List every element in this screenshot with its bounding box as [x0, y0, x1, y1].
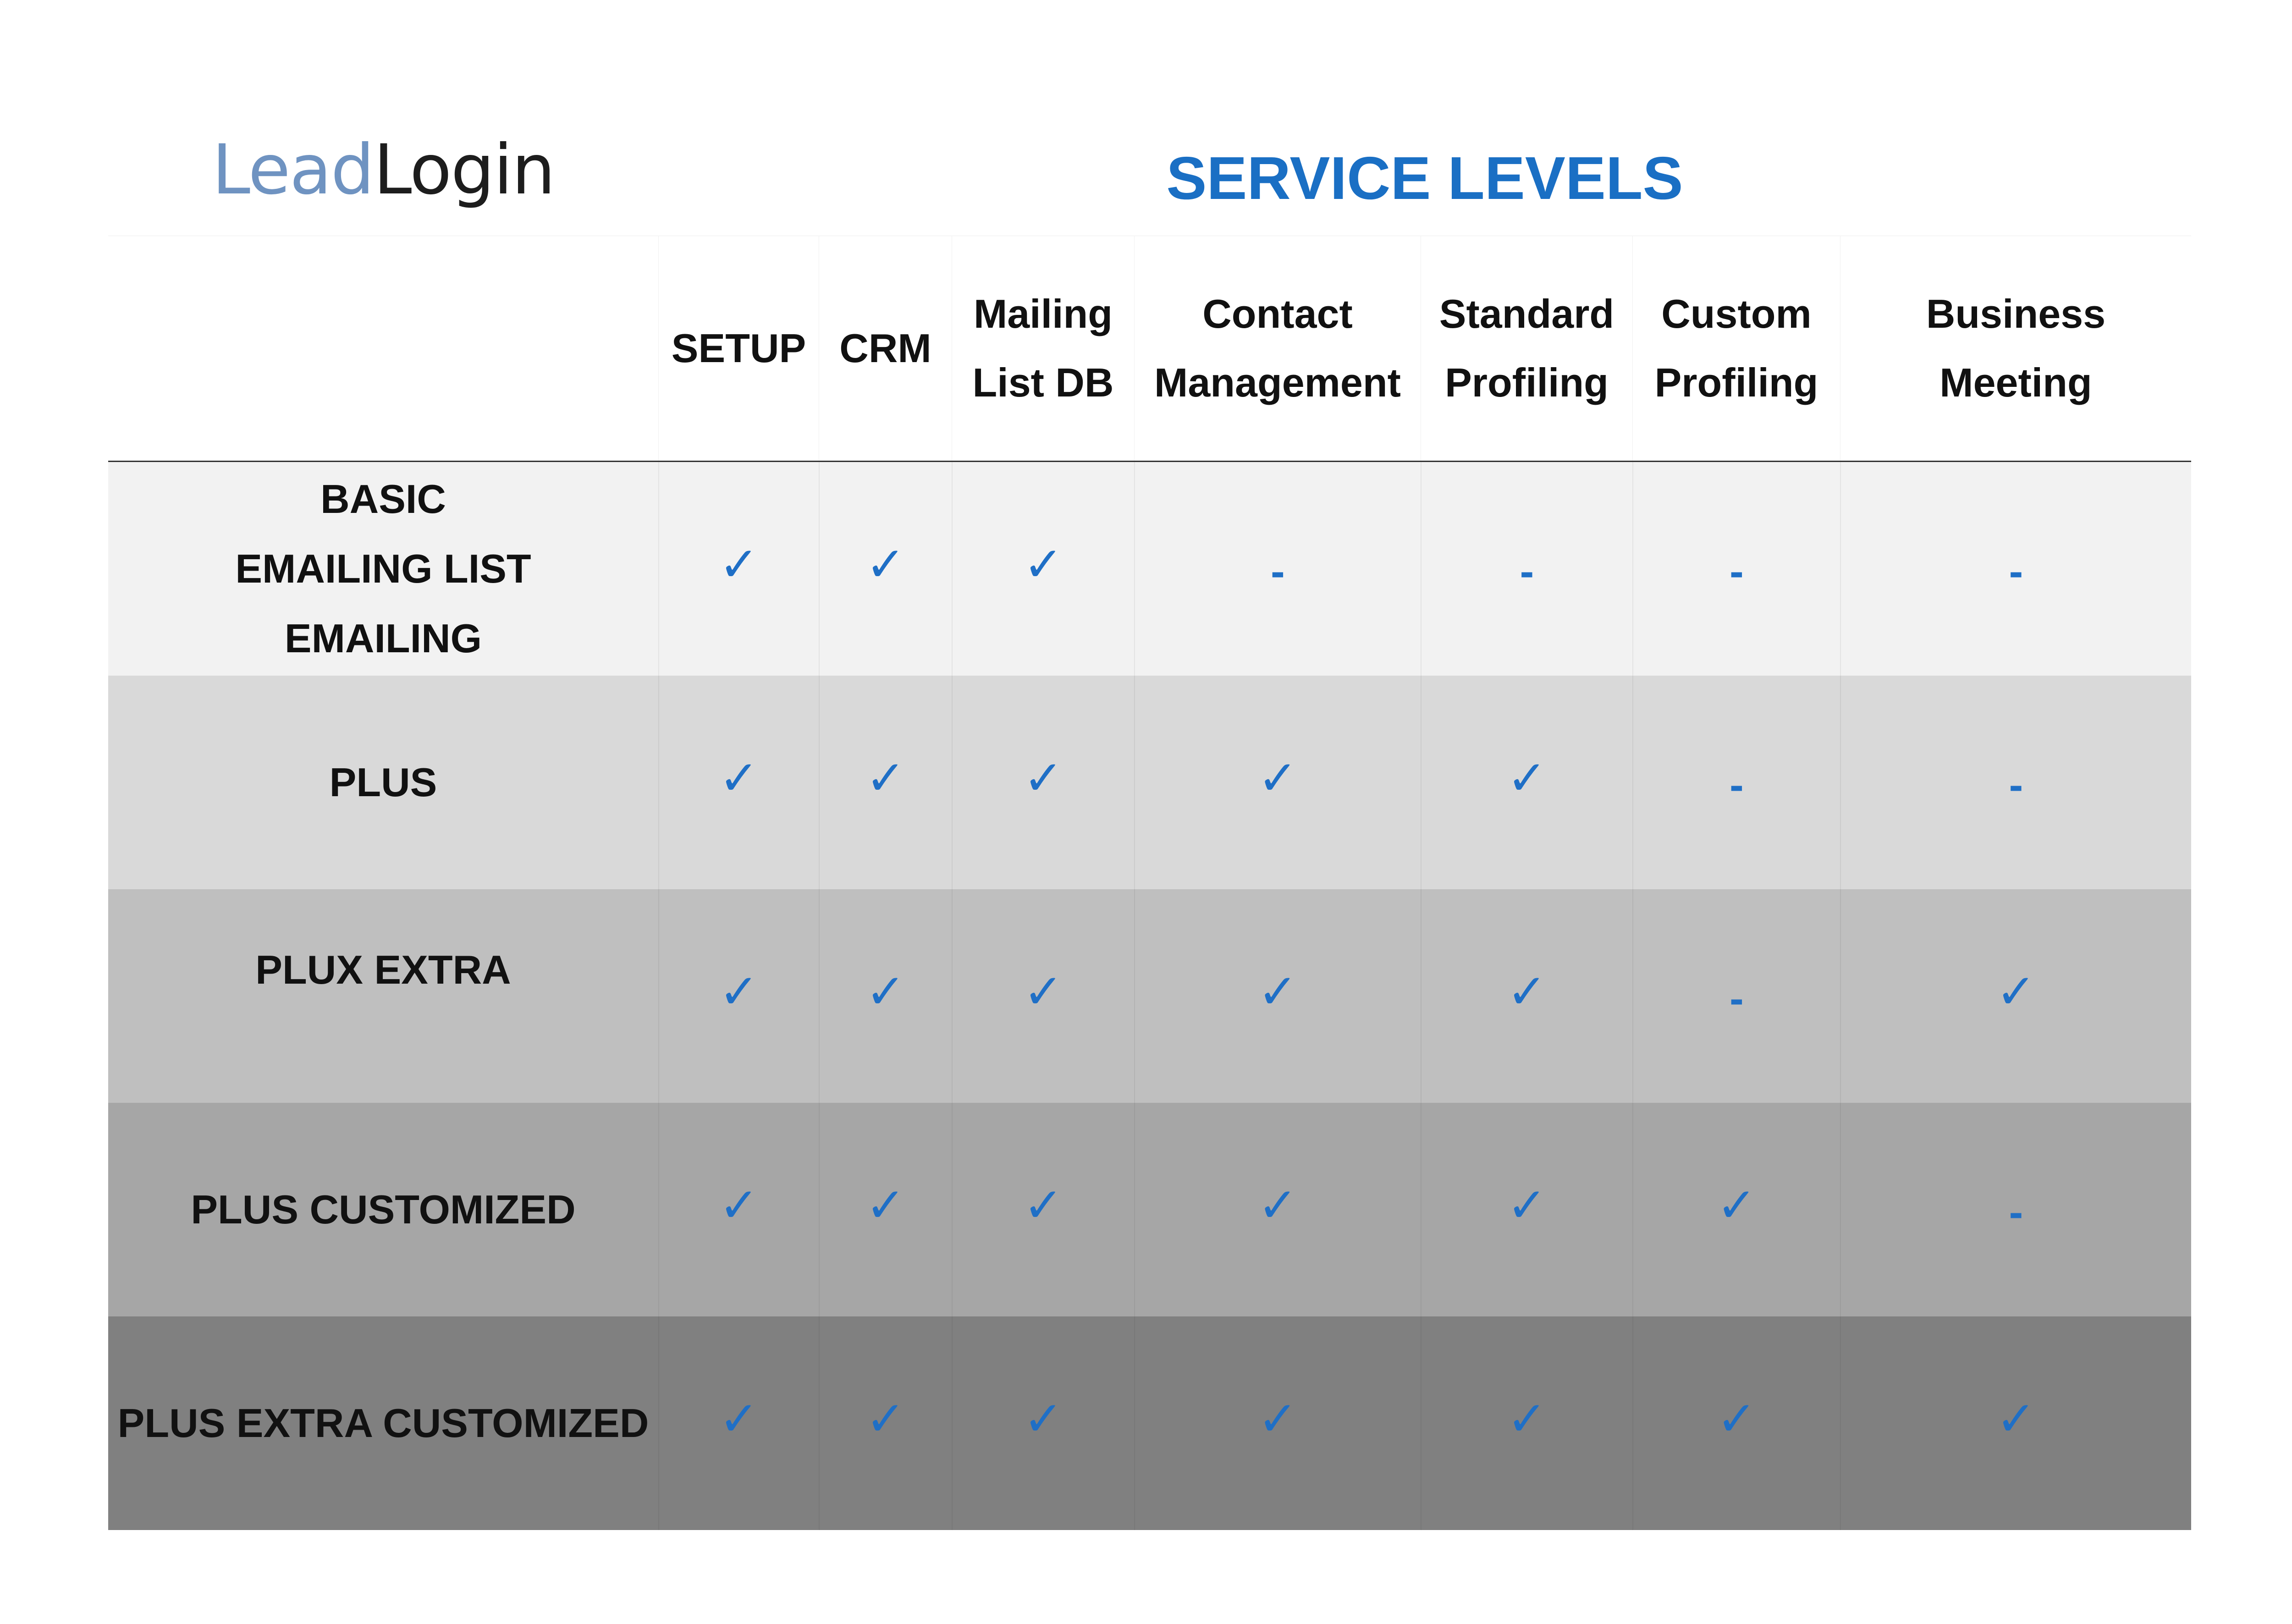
- logo-login-text: Login: [373, 130, 555, 210]
- leadlogin-logo: [108, 111, 658, 236]
- table-cell: [819, 889, 952, 1103]
- status-mark: ✓: [719, 752, 759, 805]
- status-mark: ✓: [1716, 1179, 1757, 1232]
- table-cell: [1421, 462, 1632, 676]
- status-mark: ✓: [1716, 1393, 1757, 1446]
- status-mark: ✓: [1257, 965, 1298, 1018]
- table-cell: [1840, 889, 2191, 1103]
- status-mark: ✓: [865, 752, 906, 805]
- status-mark: -: [1271, 548, 1285, 595]
- status-mark: ✓: [1507, 1393, 1547, 1446]
- table-cell: [952, 889, 1134, 1103]
- status-mark: ✓: [1507, 1179, 1547, 1232]
- table-cell: [952, 462, 1134, 676]
- row-label: BASIC EMAILING LIST EMAILING: [235, 476, 531, 661]
- table-cell: [1632, 1103, 1840, 1316]
- table-cell: [658, 1103, 819, 1316]
- logo-lead-text: Lead: [212, 130, 374, 210]
- table-cell: [658, 889, 819, 1103]
- table-row: [108, 1316, 2191, 1530]
- header-row: [108, 111, 2191, 236]
- column-header-custom-profiling: Custom Profiling: [1632, 236, 1840, 461]
- status-mark: ✓: [1023, 538, 1063, 591]
- status-mark: ✓: [865, 965, 906, 1018]
- table-cell: [952, 676, 1134, 889]
- status-mark: ✓: [1257, 1179, 1298, 1232]
- status-mark: -: [1730, 761, 1744, 809]
- status-mark: ✓: [865, 1179, 906, 1232]
- status-mark: -: [1730, 975, 1744, 1022]
- row-label: PLUS EXTRA CUSTOMIZED: [117, 1400, 649, 1446]
- table-cell: [819, 1316, 952, 1530]
- status-mark: ✓: [1507, 752, 1547, 805]
- row-label: PLUS CUSTOMIZED: [191, 1187, 576, 1232]
- service-levels-sheet: [108, 111, 2191, 1528]
- table-cell: [1840, 462, 2191, 676]
- status-mark: ✓: [1023, 1393, 1063, 1446]
- status-mark: ✓: [1996, 965, 2036, 1018]
- row-label: PLUS: [329, 760, 437, 805]
- table-cell: [658, 462, 819, 676]
- column-header-mailing-list-db: Mailing List DB: [952, 236, 1134, 461]
- status-mark: ✓: [1257, 1393, 1298, 1446]
- table-cell: [1632, 1316, 1840, 1530]
- column-header-row: [108, 236, 2191, 462]
- table-cell: [1632, 889, 1840, 1103]
- column-header-business-meeting: Business Meeting: [1840, 236, 2191, 461]
- column-header-crm: CRM: [819, 236, 952, 461]
- table-cell: [1134, 676, 1421, 889]
- table-cell: [1840, 676, 2191, 889]
- table-cell: [952, 1316, 1134, 1530]
- column-header-standard-profiling: Standard Profiling: [1421, 236, 1632, 461]
- column-header-contact-management: Contact Management: [1134, 236, 1421, 461]
- status-mark: -: [1520, 548, 1534, 595]
- row-label: PLUX EXTRA: [255, 947, 511, 992]
- status-mark: -: [2009, 548, 2023, 595]
- table-cell: [1421, 1103, 1632, 1316]
- status-mark: ✓: [1996, 1393, 2036, 1446]
- status-mark: ✓: [719, 1179, 759, 1232]
- table-row: [108, 1103, 2191, 1316]
- table-cell: [819, 462, 952, 676]
- table-row: [108, 462, 2191, 676]
- table-cell: [1421, 889, 1632, 1103]
- table-cell: [1632, 676, 1840, 889]
- table-cell: [658, 676, 819, 889]
- table-cell: [819, 1103, 952, 1316]
- status-mark: ✓: [1023, 1179, 1063, 1232]
- status-mark: ✓: [1023, 965, 1063, 1018]
- status-mark: ✓: [719, 538, 759, 591]
- table-cell: [1840, 1316, 2191, 1530]
- table-cell: [1632, 462, 1840, 676]
- table-row: [108, 676, 2191, 889]
- table-cell: [1421, 676, 1632, 889]
- table-cell: [1840, 1103, 2191, 1316]
- table-cell: [952, 1103, 1134, 1316]
- table-cell: [1134, 889, 1421, 1103]
- status-mark: -: [2009, 761, 2023, 809]
- status-mark: ✓: [1507, 965, 1547, 1018]
- table-cell: [1134, 462, 1421, 676]
- table-cell: [658, 1316, 819, 1530]
- status-mark: -: [2009, 1189, 2023, 1236]
- status-mark: ✓: [1023, 752, 1063, 805]
- status-mark: -: [1730, 548, 1744, 595]
- table-cell: [1421, 1316, 1632, 1530]
- status-mark: ✓: [719, 965, 759, 1018]
- status-mark: ✓: [719, 1393, 759, 1446]
- page-title: SERVICE LEVELS: [1166, 144, 1683, 212]
- table-row: [108, 889, 2191, 1103]
- status-mark: ✓: [865, 538, 906, 591]
- column-header-setup: SETUP: [658, 236, 819, 461]
- table-cell: [819, 676, 952, 889]
- status-mark: ✓: [1257, 752, 1298, 805]
- status-mark: ✓: [865, 1393, 906, 1446]
- table-cell: [1134, 1103, 1421, 1316]
- table-cell: [1134, 1316, 1421, 1530]
